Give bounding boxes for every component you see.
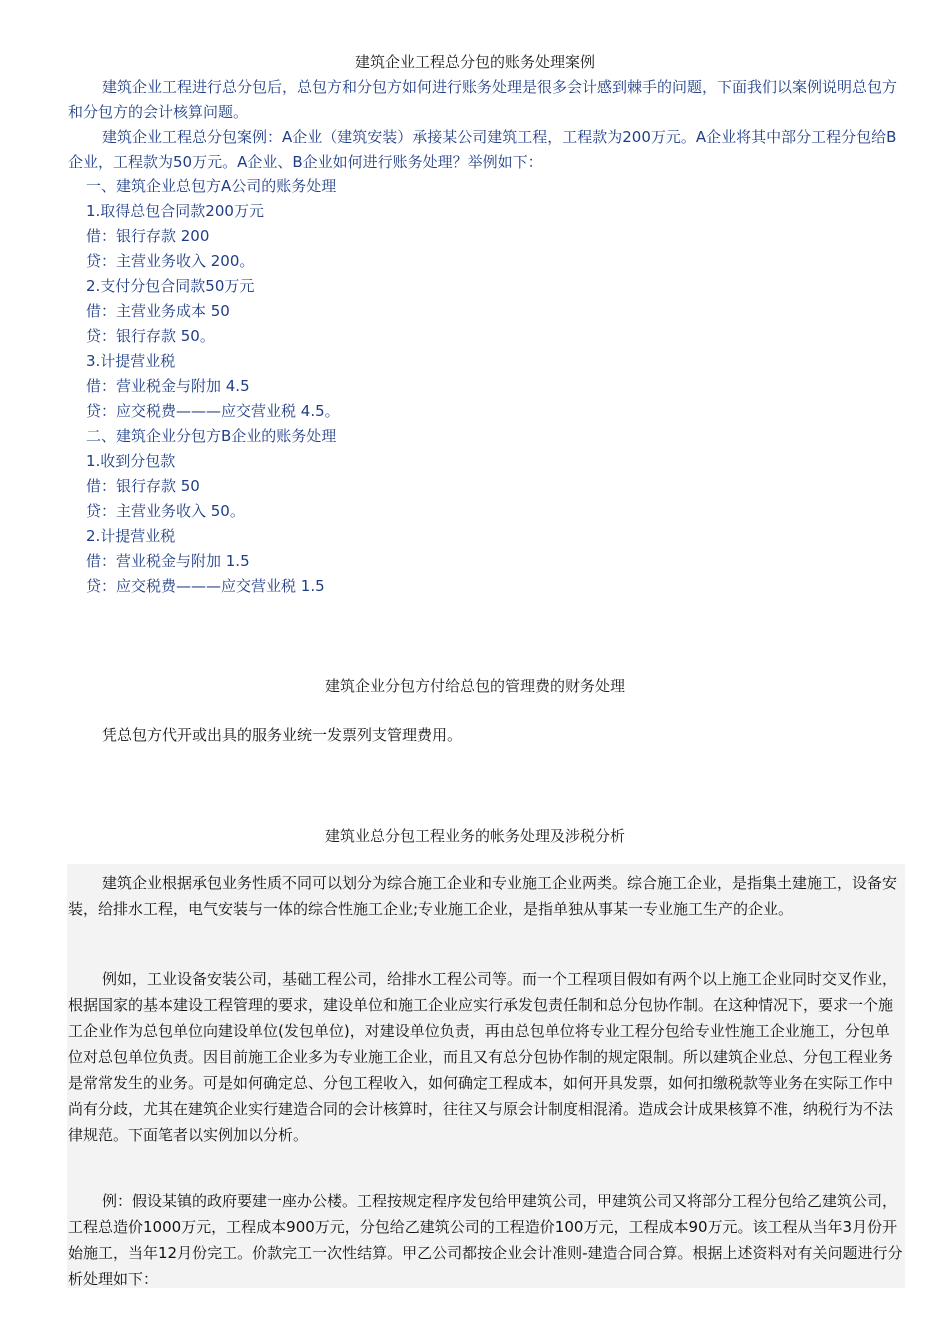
heading-a-company: 一、建筑企业总包方A公司的账务处理	[86, 177, 337, 195]
entry-line: 借：银行存款 50	[86, 477, 200, 495]
entry-line: 贷：应交税费———应交营业税 4.5。	[86, 402, 340, 420]
section1-intro-p1: 建筑企业工程进行总分包后，总包方和分包方如何进行账务处理是很多会计感到棘手的问题，下面我们以案例说明总包方和分包方的会计核算问题。	[68, 78, 898, 121]
entry-line: 贷：应交税费———应交营业税 1.5	[86, 577, 325, 595]
entry-line: 3.计提营业税	[86, 352, 176, 370]
section2-body: 凭总包方代开或出具的服务业统一发票列支管理费用。	[102, 726, 463, 744]
entry-line: 贷：主营业务收入 50。	[86, 502, 245, 520]
heading-b-company: 二、建筑企业分包方B企业的账务处理	[86, 427, 337, 445]
section2-title: 建筑企业分包方付给总包的管理费的财务处理	[324, 677, 625, 695]
entry-line: 贷：主营业务收入 200。	[86, 252, 255, 270]
section3-p2: 例如，工业设备安装公司，基础工程公司，给排水工程公司等。而一个工程项目假如有两个以上施工企业同时交叉作业，根据国家的基本建设工程管理的要求，建设单位和施工企业应实行承发包责任制和总分包协作制。在这种情况下，要求一个施工企业作为总包单位向建设单位(发包单位)，对建设单位负责，再由总包单位将专业工程分包给专业性施工企业施工，分包单位对总包单位负责。因目前施工企业多为专业施工企业，而且又有总分包协作制的规定限制。所以建筑企业总、分包工程业务是常常发生的业务。可是如何确定总、分包工程收入，如何确定工程成本，如何开具发票，如何扣缴税款等业务在实际工作中尚有分歧，尤其在建筑企业实行建造合同的会计核算时，往往又与原会计制度相混淆。造成会计成果核算不准，纳税行为不法律规范。下面笔者以实例加以分析。	[68, 970, 898, 1144]
section1-title: 建筑企业工程总分包的账务处理案例	[354, 53, 595, 71]
section3-title: 建筑业总分包工程业务的帐务处理及涉税分析	[324, 827, 625, 845]
entry-line: 1.收到分包款	[86, 452, 176, 470]
entry-line: 借：主营业务成本 50	[86, 302, 230, 320]
entry-line: 2.计提营业税	[86, 527, 176, 545]
entry-line: 借：营业税金与附加 1.5	[86, 552, 250, 570]
entry-line: 借：营业税金与附加 4.5	[86, 377, 250, 395]
section3-p3: 例：假设某镇的政府要建一座办公楼。工程按规定程序发包给甲建筑公司，甲建筑公司又将部分工程分包给乙建筑公司，工程总造价1000万元，工程成本900万元，分包给乙建筑公司的工程造价100万元，工程成本90万元。该工程从当年3月份开始施工，当年12月份完工。价款完工一次性结算。甲乙公司都按企业会计准则-建造合同合算。根据上述资料对有关问题进行分析处理如下：	[68, 1192, 903, 1288]
section3-p1: 建筑企业根据承包业务性质不同可以划分为综合施工企业和专业施工企业两类。综合施工企业，是指集土建施工，设备安装，给排水工程，电气安装与一体的综合性施工企业;专业施工企业，是指单独从事某一专业施工生产的企业。	[68, 874, 898, 918]
entry-line: 1.取得总包合同款200万元	[86, 202, 264, 220]
entry-line: 2.支付分包合同款50万元	[86, 277, 255, 295]
entry-line: 贷：银行存款 50。	[86, 327, 215, 345]
section1-intro-p2: 建筑企业工程总分包案例：A企业（建筑安装）承接某公司建筑工程，工程款为200万元。A企业将其中部分工程分包给B企业，工程款为50万元。A企业、B企业如何进行账务处理？举例如下：	[68, 128, 897, 171]
entry-line: 借：银行存款 200	[86, 227, 210, 245]
